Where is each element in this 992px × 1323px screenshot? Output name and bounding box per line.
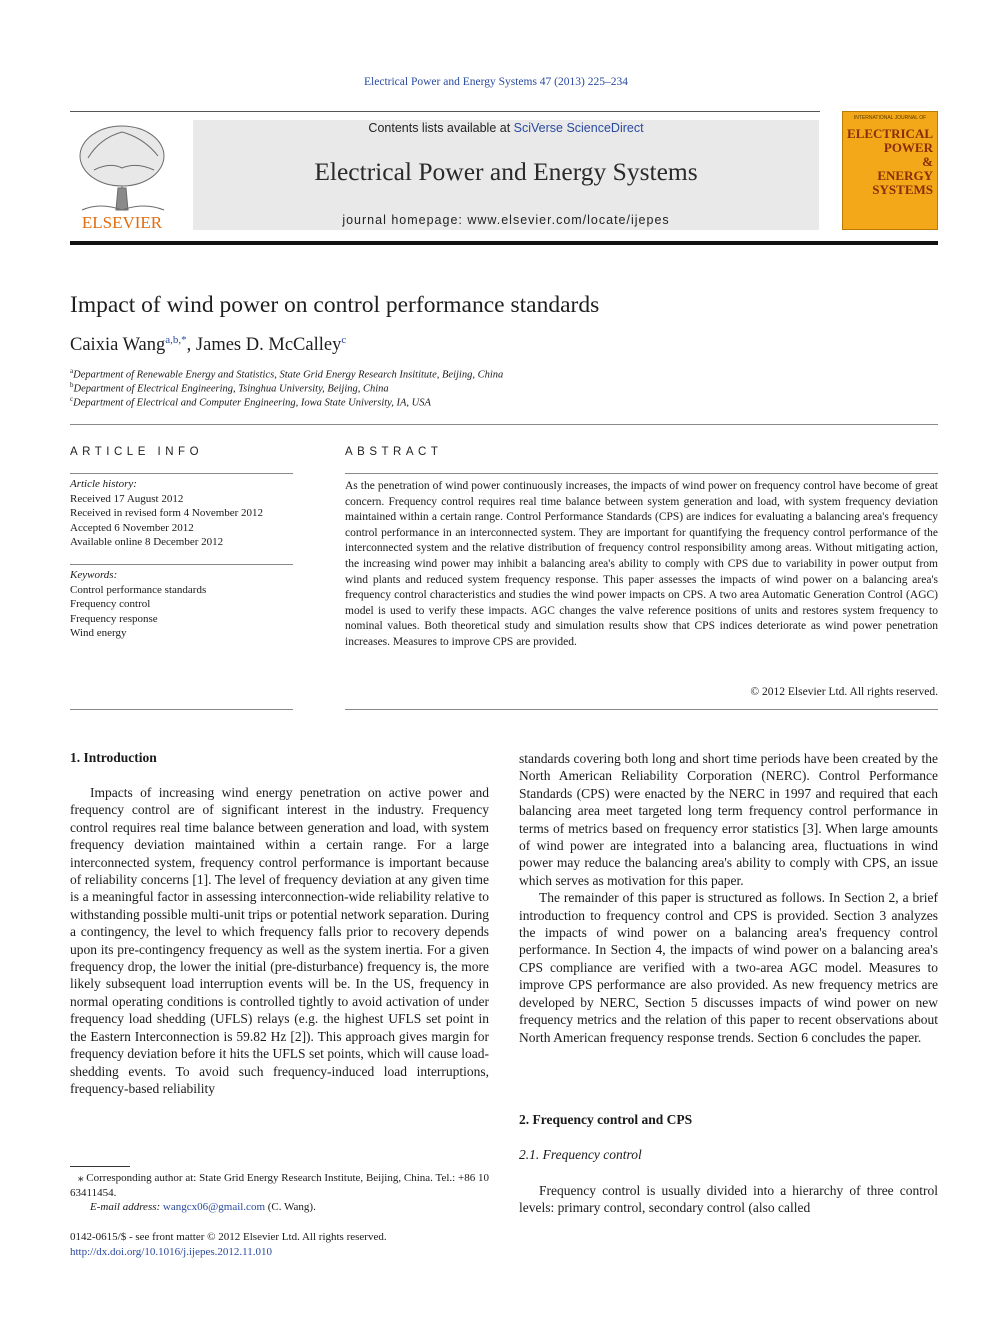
cover-title — [843, 127, 937, 197]
keyword: Control performance standards — [70, 583, 207, 596]
journal-citation[interactable]: Electrical Power and Energy Systems 47 (2013) 225–234 — [364, 76, 628, 88]
keywords — [70, 568, 300, 641]
journal-homepage[interactable]: journal homepage: www.elsevier.com/locate/ijepes — [342, 213, 670, 227]
email-label: E-mail address: — [90, 1201, 161, 1213]
paragraph: Impacts of increasing wind energy penetration on active power and frequency control are of significant interest in the industry. Frequency control requires real time balance between generation and load, with system frequency deviation maintained within a certain range. For a large interconnected system, frequency control performance is important because of reliability concerns [1]. The level of frequency deviation at any given time is a meaningful factor in assessing interconnection-wide reliability relative to withstanding possible multi-unit trips or potential network separation. During a contingency, the level to which frequency falls prior to recovery depends upon its pre-contingency frequency as well as the system inertia. For a given frequency drop, the lower the initial (pre-disturbance) frequency is, the more likely subsequent load interruption events will be. In the US, frequency in normal operating conditions is controlled tightly to avoid activation of under frequency load shedding (UFLS) relays (e.g. the highest UFLS set point in the Eastern Interconnection is 59.82 Hz [2]). This approach gives margin for frequency deviation before it hits the UFLS set points, which will cause load-shedding events. To avoid such frequency-induced load interruptions, frequency-based reliability — [70, 785, 489, 1096]
affiliation — [70, 395, 431, 409]
article-history — [70, 477, 300, 550]
elsevier-logo[interactable] — [70, 118, 174, 234]
elsevier-tree-icon — [70, 118, 174, 234]
journal-cover[interactable] — [842, 111, 938, 230]
cover-line: ENERGY — [877, 168, 933, 183]
header-rule — [70, 111, 820, 112]
affil-sup: a — [70, 367, 74, 375]
contents-line — [193, 121, 819, 135]
keyword: Frequency control — [70, 598, 151, 610]
section-heading: 1. Introduction — [70, 750, 157, 765]
abstract-rule — [345, 709, 938, 710]
paragraph: The remainder of this paper is structured as follows. In Section 2, a brief introduction to frequency control and CPS is provided. Section 3 analyzes the impacts of wind power on a balancing area's frequency control performance. In Section 4, the impacts of wind power on a balancing area's CPS compliance are verified with a two-area AGC model. Measures to improve CPS performance are also provided. As new frequency metrics are developed by NERC, Section 5 discusses impacts of wind power on new frequency metrics and the relation of this paper to recent observations about North American frequency response trends. Section 6 concludes the paper. — [519, 890, 938, 1045]
cover-line: POWER — [883, 140, 933, 155]
cover-line: SYSTEMS — [872, 182, 933, 197]
history-label: Article history: — [70, 478, 137, 490]
affiliation-text: Department of Renewable Energy and Statistics, State Grid Energy Research Insititute, Beijing, China — [73, 369, 504, 381]
author-name[interactable]: Caixia Wang — [70, 335, 166, 356]
corresponding-text: Corresponding author at: State Grid Energy Research Institute, Beijing, China. Tel.: +86 10 63411454. — [70, 1172, 489, 1199]
cover-top-text: INTERNATIONAL JOURNAL OF — [853, 115, 927, 121]
paragraph — [519, 1182, 938, 1217]
history-item: Received in revised form 4 November 2012 — [70, 507, 264, 519]
issn-line: 0142-0615/$ - see front matter © 2012 Elsevier Ltd. All rights reserved. — [70, 1231, 387, 1243]
paragraph: standards covering both long and short time periods have been created by the North American Reliability Corporation (NERC). Control Performance Standards (CPS) were enacted by the NERC in 1997 and required that each balancing area meet targeted long term frequency control performance in terms of metrics based on frequency error statistics [3]. When large amounts of wind power are integrated into a balancing area, fluctuations in wind power may reduce the balancing area's ability to comply with CPS, an issue which serves as motivation for this paper. — [519, 751, 938, 888]
doi-link[interactable]: http://dx.doi.org/10.1016/j.ijepes.2012.11.010 — [70, 1246, 272, 1258]
abstract-heading: ABSTRACT — [345, 446, 443, 458]
author-separator: , — [186, 335, 196, 356]
abstract-rule — [345, 473, 938, 474]
author-affil-marker[interactable]: c — [341, 334, 347, 346]
history-item: Available online 8 December 2012 — [70, 536, 224, 548]
affiliation — [70, 367, 503, 381]
author-affil-marker[interactable] — [165, 334, 186, 346]
abstract-text: As the penetration of wind power continuously increases, the impacts of wind power on frequency control have become of great concern. Frequency control requires real time balance between system generation and load, with system frequency deviation maintained within a certain range. Control Performance Standards (CPS) are indices for evaluating a balancing area's frequency control performance in an interconnected system. They are important for quantifying the frequency control performance of the interconnected system and the relative distribution of frequency control responsibility among areas. Without mitigating action, the increasing wind power may inhibit a balancing area's ability to comply with CPS due to variability in power output from wind plants and reduced system frequency response. This paper assesses the impacts of wind power on a balancing area's frequency control characteristics and studies the wind power impacts on CPS. A two area Automatic Generation Control (AGC) model is used to verify these impacts. AGC changes the valve reference positions of units and restores system frequency to nominal values. Both theoretical study and simulation results show that CPS indices deteriorate as wind power penetration increases. Measures to improve CPS are provided. — [345, 480, 938, 648]
title-rule — [70, 424, 938, 425]
journal-title: Electrical Power and Energy Systems — [314, 157, 698, 186]
affiliation-text: Department of Electrical and Computer Engineering, Iowa State University, IA, USA — [73, 397, 431, 409]
section-heading: 2. Frequency control and CPS — [519, 1112, 693, 1127]
subsection-heading: 2.1. Frequency control — [519, 1147, 642, 1162]
info-rule — [70, 473, 293, 474]
author-name[interactable]: James D. McCalley — [195, 335, 342, 356]
sciencedirect-link[interactable]: SciVerse ScienceDirect — [513, 121, 644, 135]
footnote-rule — [70, 1166, 130, 1167]
affil-sup: a,b, — [165, 334, 182, 346]
contents-prefix: Contents lists available at — [368, 121, 514, 135]
keywords-label: Keywords: — [70, 569, 118, 581]
copyright: © 2012 Elsevier Ltd. All rights reserved. — [750, 686, 938, 698]
history-item: Accepted 6 November 2012 — [70, 521, 194, 534]
history-item: Received 17 August 2012 — [70, 492, 184, 505]
masthead-rule — [70, 241, 938, 245]
keyword: Wind energy — [70, 627, 127, 639]
paper-title: Impact of wind power on control performance standards — [70, 292, 600, 318]
affil-sup: c — [70, 395, 74, 403]
affiliation — [70, 381, 389, 395]
intro-paragraph — [70, 784, 489, 1097]
affil-sup: b — [70, 381, 74, 389]
cover-line: ELECTRICAL — [847, 126, 933, 141]
email-link[interactable]: wangcx06@gmail.com — [162, 1201, 265, 1213]
svg-text:ELSEVIER: ELSEVIER — [81, 213, 163, 232]
right-column-text — [519, 750, 938, 1046]
author-list — [70, 334, 346, 356]
info-rule — [70, 564, 293, 565]
email-owner: (C. Wang). — [267, 1201, 316, 1213]
corresponding-star: * — [181, 334, 187, 346]
keyword: Frequency response — [70, 612, 158, 625]
footnote-star: ⁎ — [78, 1172, 84, 1184]
corresponding-footnote — [70, 1171, 489, 1200]
paragraph-text: Frequency control is usually divided into a hierarchy of three control levels: primary control, secondary control (also called — [519, 1183, 938, 1216]
info-rule — [70, 709, 293, 710]
email-footnote — [90, 1200, 316, 1215]
article-info-heading: ARTICLE INFO — [70, 446, 204, 458]
affiliation-text: Department of Electrical Engineering, Tsinghua University, Beijing, China — [73, 383, 389, 395]
cover-line: & — [922, 154, 933, 169]
